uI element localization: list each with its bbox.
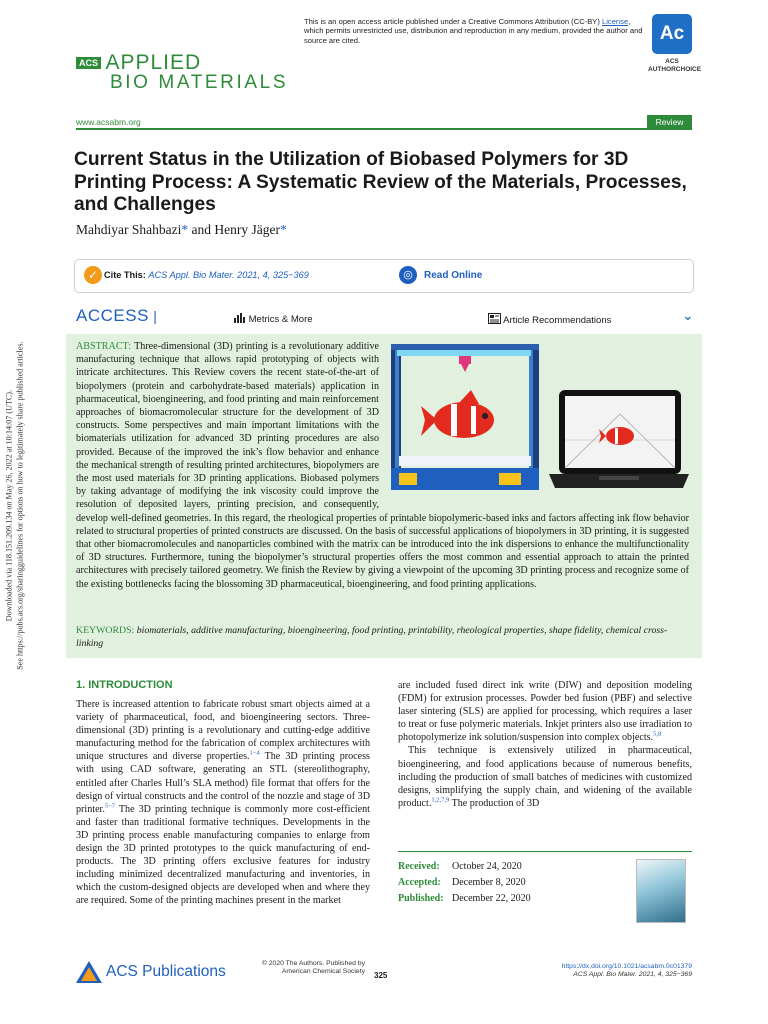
corresponding-mark: * [181, 222, 189, 237]
recommendations-label: Article Recommendations [503, 315, 612, 326]
cite-line[interactable] [104, 270, 309, 280]
download-watermark [4, 276, 25, 736]
cite-icon[interactable]: ✓ [84, 266, 102, 284]
body-column-right [398, 679, 692, 810]
chevron-down-icon[interactable]: ⌄ [682, 307, 694, 323]
published-date: December 22, 2020 [452, 893, 531, 904]
doi-link[interactable]: https://dx.doi.org/10.1021/acsabm.0c01379 [561, 963, 692, 970]
reference-link[interactable]: 1−4 [249, 750, 260, 758]
received-label: Received: [398, 861, 440, 872]
intro-paragraph-2: are included fused direct ink write (DIW) and deposition modeling (FDM) for extrusion processes. Powder bed fusion (PBF) and selective laser sintering (SLS) are applied for processing, which requires a laser to treat or fuse polymeric materials. Inkjet printers also use irradiation to photopolymerize ink solution/suspension into complex objects. [398, 680, 692, 744]
page-number: 325 [374, 971, 388, 980]
journal-cover-thumbnail[interactable] [636, 859, 686, 923]
reference-link[interactable]: 1,2,7,9 [431, 796, 450, 804]
dates-divider [398, 851, 692, 852]
corresponding-mark: * [279, 222, 287, 237]
bar-chart-icon [234, 313, 246, 323]
intro-paragraph-1b: The 3D printing process with using CAD software, generating an STL (stereolithography, entitled after Charles Hull’s SLA method) file format that offers for the design of virtual constructs and the control of the nozzle and stage of 3D printer. [76, 751, 370, 815]
section-tag: Review [647, 115, 692, 129]
intro-paragraph-3b: The production of 3D [449, 797, 540, 809]
abstract [76, 340, 689, 591]
copyright-notice [235, 960, 365, 976]
globe-icon[interactable]: ◎ [399, 266, 417, 284]
intro-paragraph-3: This technique is extensively utilized in pharmaceutical, bioengineering, and food applications because of numerous benefits, including the production of small batches of medicines with customized designs, simplifying the supply chain, and widening of the available product. [398, 745, 692, 809]
printer-and-laptop-illustration [389, 340, 689, 508]
authorchoice-label-line2: AUTHORCHOICE [648, 65, 702, 73]
abstract-label: ABSTRACT: [76, 341, 132, 352]
publication-dates [398, 859, 531, 907]
cite-label: Cite This: [104, 270, 146, 280]
published-label: Published: [398, 893, 444, 904]
footer-citation: ACS Appl. Bio Mater. 2021, 4, 325−369 [573, 971, 692, 978]
author-2[interactable]: Henry Jäger [214, 222, 280, 237]
license-link[interactable]: License [602, 17, 629, 26]
keywords [76, 624, 689, 650]
reference-link[interactable]: 5−7 [104, 802, 116, 810]
article-title: Current Status in the Utilization of Biobased Polymers for 3D Printing Process: A Systematic Review of the Materials, Processes, and Challenges [74, 149, 687, 215]
intro-paragraph-1c: The 3D printing technique is commonly more cost-efficient and faster than traditional formative techniques. Developments in the 3D printing process enable manufacturing companies to enlarge from design the 3D printed prototypes to the quick manufacturing of end-products. The 3D printing offers exclusive features for industry including minimized decentralized manufacturing and inventories, in which the custom-designed objects are developed when and where they are required. Some of the printing machines present in the market [76, 803, 370, 907]
recommendations-link[interactable] [488, 313, 611, 326]
copyright-line1: © 2020 The Authors. Published by [261, 960, 365, 967]
header-divider [76, 128, 692, 130]
intro-paragraph-1a: There is increased attention to fabricate robust smart objects aimed at a variety of pharmaceutical, food, and bioengineering sectors. Three-dimensional (3D) printing is a revolutionary and cutting-edge additive manufacturing method for the fabrication of complex architectures with unique structures and diverse properties. [76, 699, 370, 763]
doi-block [470, 963, 692, 979]
author-joiner: and [191, 222, 211, 237]
authorchoice-label-line1: ACS [665, 58, 679, 65]
side-note-line1: Downloaded via 118.151.209.134 on May 26, 2022 at 10:14:07 (UTC). [4, 389, 14, 622]
license-notice [304, 17, 644, 45]
copyright-line2: American Chemical Society [281, 968, 365, 975]
keywords-list: biomaterials, additive manufacturing, bioengineering, food printing, printability, rheological properties, shape fidelity, chemical cross-linking [76, 625, 668, 649]
accepted-label: Accepted: [398, 877, 441, 888]
cite-citation: ACS Appl. Bio Mater. 2021, 4, 325−369 [148, 270, 309, 280]
metrics-label: Metrics & More [248, 314, 313, 325]
authorchoice-label [648, 58, 702, 73]
keywords-label: KEYWORDS: [76, 625, 135, 636]
section-heading-introduction: 1. INTRODUCTION [76, 679, 173, 691]
license-text-after: , which permits unrestricted use, distribution and reproduction in any medium, provided the author and source are cited. [304, 17, 643, 45]
received-date: October 24, 2020 [452, 861, 522, 872]
authorchoice-badge-icon: Ac [652, 14, 692, 54]
journal-name-line2: BIO MATERIALS [110, 72, 289, 93]
abstract-body: Three-dimensional (3D) printing is a revolutionary additive manufacturing technique that allows rapid prototyping of objects with intricate architectures. This Review covers the recent state-of-the-art of biopolymers (protein and carbohydrate-based materials) application in pharmaceutical, bioengineering, and food printing and main reinforcement approaches of biomacromolecular structure for the development of 3D constructs. Some perspectives and main important limitations with the biomaterials utilization for advanced 3D printing procedures are also provided. Because of the improved the ink’s flow behavior and enhance the mechanical strength of resulting printed architectures, biopolymers are the most used materials for 3D printing applications. Biobased polymers by taking advantage of modifying the ink viscosity could improve the resolution of deposited layers, printing precision, and consequently, develop well-defined geometries. In this regard, the rheological properties of printable biopolymeric-based inks and factors affecting ink flow behavior related to structural properties of printed constructs are discussed. On the basis of successful applications of biopolymers in 3D printing, it is suggested that other biomacromolecules and nanoparticles combined with the matrix can be introduced into the ink dispersions to enhance the multifunctionality of 3D structures. Furthermore, tuning the biopolymer’s structural properties offers the most common and essential approach to attain the printed architectures with precisely tailored geometry. We finish the Review by giving a viewpoint of the upcoming 3D printing process and recognize some of the existing bottlenecks facing the blossoming 3D pharmaceutical, bioengineering, and food printing applications. [76, 341, 689, 590]
reference-link[interactable]: 5,8 [653, 731, 662, 739]
access-text: ACCESS [76, 306, 149, 325]
accepted-date: December 8, 2020 [452, 877, 526, 888]
license-text-before: This is an open access article published under a Creative Commons Attribution (CC-BY) [304, 17, 600, 26]
author-1[interactable]: Mahdiyar Shahbazi [76, 222, 182, 237]
acs-mark: ACS [76, 57, 101, 69]
journal-url[interactable]: www.acsabm.org [76, 117, 141, 127]
read-online-link[interactable]: Read Online [424, 270, 483, 281]
acs-publications-logo-icon [76, 961, 102, 983]
journal-name-line1: APPLIED [105, 51, 202, 74]
access-label: ACCESS | [76, 306, 158, 325]
acs-publications-wordmark: ACS Publications [106, 963, 226, 980]
metrics-link[interactable] [234, 313, 313, 325]
toc-graphic [389, 340, 689, 508]
side-note-line2: See https://pubs.acs.org/sharingguidelines for options on how to legitimately share published articles. [15, 341, 24, 670]
recommendations-icon [488, 313, 501, 324]
body-column-left [76, 698, 370, 908]
author-list [76, 222, 287, 238]
journal-logo [76, 51, 289, 93]
